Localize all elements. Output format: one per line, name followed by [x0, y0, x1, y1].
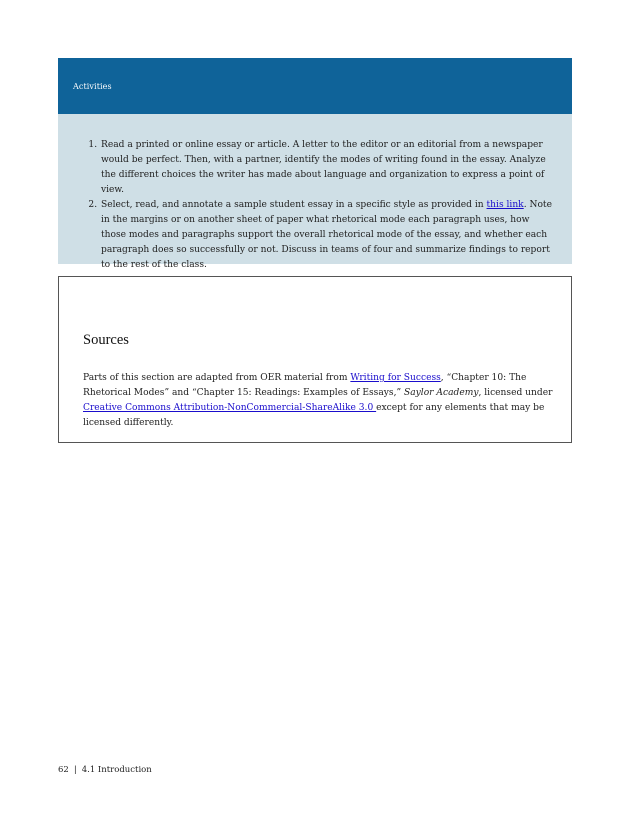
- sources-heading: Sources: [83, 332, 129, 348]
- sources-text-part: , “Chapter 10: The Rhetorical Modes” and “Chapter 15: Readings: Examples of Essays,”: [83, 373, 527, 398]
- this-link[interactable]: this link: [486, 200, 524, 210]
- activity-text: Read a printed or online essay or article. A letter to the editor or an editorial from a newspaper would be perfect. Then, with a partner, identify the modes of writing found in the essay. Analyze the different choices the writer has made about language and organization to express a point of view.: [101, 140, 546, 195]
- page-number: 62: [58, 765, 69, 775]
- sources-text-part: Parts of this section are adapted from OER material from: [83, 373, 351, 383]
- license-link[interactable]: Creative Commons Attribution-NonCommercial-ShareAlike 3.0: [83, 403, 377, 413]
- activity-text: . Note in the margins or on another sheet of paper what rhetorical mode each paragraph uses, how those modes and paragraphs support the overall rhetorical mode of the essay, and whether each paragraph does so successfully or not. Discuss in teams of four and summarize findings to report to the rest of the class.: [101, 200, 552, 270]
- page-footer: [58, 765, 152, 775]
- sources-text: [83, 371, 553, 431]
- activities-header: [58, 58, 572, 114]
- saylor-academy-text: Saylor Academy: [404, 388, 479, 398]
- footer-section: 4.1 Introduction: [81, 765, 152, 775]
- footer-separator: |: [73, 765, 77, 775]
- activity-item: [100, 138, 554, 198]
- activities-box: [58, 58, 572, 270]
- activities-title: Activities: [73, 81, 112, 91]
- activity-text: Select, read, and annotate a sample student essay in a specific style as provided in: [101, 200, 487, 210]
- writing-for-success-link[interactable]: Writing for Success: [350, 373, 441, 383]
- sources-text-part: , licensed under: [478, 388, 553, 398]
- activities-list: [58, 114, 572, 273]
- sources-box: [58, 276, 572, 443]
- sources-text-part: except for any elements that may be licensed differently.: [83, 403, 545, 428]
- activity-item: [100, 198, 554, 273]
